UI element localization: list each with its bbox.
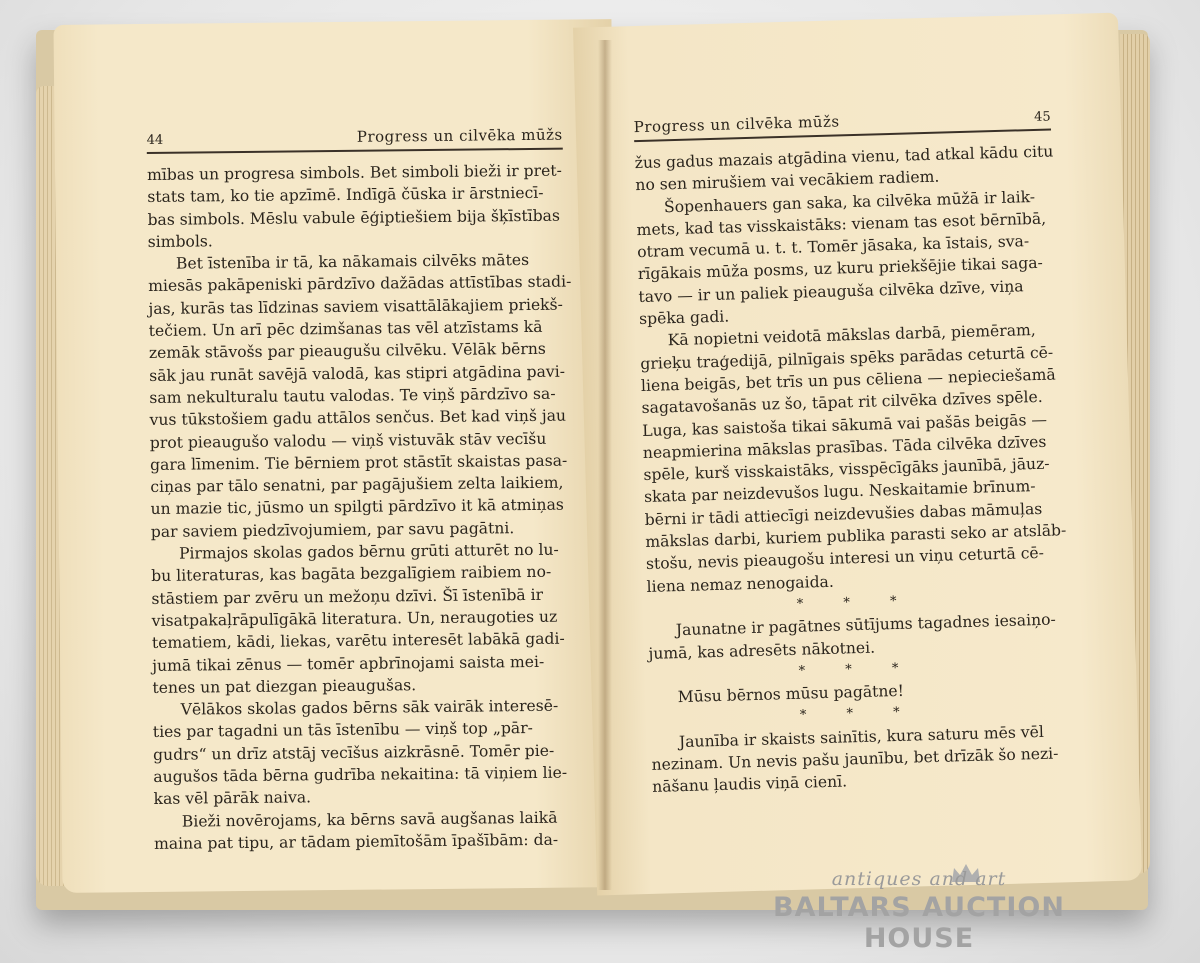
text-line: Mūsu bērnos mūsu pagātne! xyxy=(677,681,905,707)
text-line: stats tam, ko tie apzīmē. Indīgā čūska ir ārstniecī- xyxy=(147,184,544,207)
right-running-title: Progress un cilvēka mūžs xyxy=(633,112,840,137)
text-line: spēka gadi. xyxy=(638,307,730,329)
text-line: jumā, kas adresēts nākotnei. xyxy=(648,638,876,663)
right-page xyxy=(573,13,1142,896)
text-line: un mazie tic, jūsmo un spilgti pārdzīvo it kā atmiņas xyxy=(150,496,564,519)
watermark-brand: BALTARS AUCTION HOUSE xyxy=(773,892,1065,954)
text-line: mības un progresa simbols. Bet simboli bieži ir pret- xyxy=(146,161,562,184)
text-line: jas, kurās tas līdzinas saviem visattālākajiem priekš- xyxy=(148,295,563,318)
text-line: skata par neizdevušos lugu. Neskaitamie brīnum- xyxy=(643,477,1036,507)
text-line: jumā tikai zēnus — tomēr apbrīnojami saista mei- xyxy=(152,652,545,675)
text-line: visatpakaļrāpulīgākā literatura. Un, neraugoties uz xyxy=(151,607,558,630)
right-page-header xyxy=(633,94,1051,142)
text-line: liena nemaz nenogaida. xyxy=(646,572,835,596)
text-line: bu literaturas, kas bagāta bezgalīgiem raibiem no- xyxy=(151,563,552,586)
text-line: gudrs“ un drīz atstāj vecīšus aizkrāsnē. Tomēr pie- xyxy=(153,741,555,764)
text-line: bas simbols. Mēslu vabule ēģiptiešiem bija šķīstības xyxy=(147,206,561,229)
text-line: bērni ir tādi attiecīgi neizdevušies dabas māmuļas xyxy=(644,499,1043,529)
text-line: ties par tagadni un tās īstenību — viņš top „pār- xyxy=(152,719,533,742)
text-line: Kā nopietni veidotā mākslas darbā, piemēram, xyxy=(667,321,1036,350)
left-page xyxy=(53,19,620,893)
text-line: nāšanu ļaudis viņā cienī. xyxy=(651,772,848,797)
text-line: Pirmajos skolas gados bērnu grūti atturēt no lu- xyxy=(178,540,559,563)
text-line: nezinam. Un nevis pašu jaunību, bet drīzāk šo nezi- xyxy=(651,744,1059,774)
text-line: sam nekulturalu tautu valodas. Te viņš pārdzīvo sa- xyxy=(149,384,556,407)
text-line: žus gadus mazais atgādina vienu, tad atkal kādu citu xyxy=(634,142,1054,173)
left-page-header xyxy=(146,114,562,154)
text-line: mets, kad tas visskaistāks: vienam tas esot bērnībā, xyxy=(636,209,1047,239)
text-line: augušos tāda bērna gudrība nekaitina: tā viņiem lie- xyxy=(153,763,568,786)
text-line: maina pat tipu, ar tādam piemītošām īpašībām: da- xyxy=(153,830,559,853)
left-page-number: 44 xyxy=(146,132,164,148)
text-line: tavo — ir un paliek pieauguša cilvēka dzīve, viņa xyxy=(638,277,1024,306)
text-line: par saviem piedzīvojumiem, par savu pagātni. xyxy=(150,518,515,541)
book-gutter-shadow xyxy=(598,40,612,890)
text-line: Šopenhauers gan saka, ka cilvēka mūžā ir laik- xyxy=(663,187,1036,216)
text-line: grieķu traģedijā, pilnīgais spēks parādas ceturtā cē- xyxy=(640,343,1054,373)
section-separator: * * * xyxy=(796,593,915,612)
left-page-text xyxy=(147,160,570,856)
text-line: rīgākais mūža posms, uz kuru priekšējie tikai saga- xyxy=(637,254,1044,284)
text-line: liena beigās, bet trīs un pus cēliena — nepieciešamā xyxy=(640,365,1056,395)
text-line: sāk jau runāt savējā valodā, kas stipri atgādina pavi- xyxy=(149,362,566,385)
text-line: tečiem. Un arī pēc dzimšanas tas vēl atzīstams kā xyxy=(148,317,543,341)
text-line: kas vēl pārāk naiva. xyxy=(153,788,312,809)
text-line: miesās pakāpeniski pārdzīvo dažādas attīstības stadi- xyxy=(148,273,572,296)
text-line: Jaunība ir skaists sainītis, kura saturu mēs vēl xyxy=(678,722,1045,751)
right-page-text xyxy=(634,140,1069,798)
text-line: Jaunatne ir pagātnes sūtījums tagadnes iesaiņo- xyxy=(675,610,1057,640)
text-line: mākslas darbi, kuriem publika parasti seko ar atslāb- xyxy=(645,521,1067,552)
text-line: zemāk stāvošs par pieaugušu cilvēku. Vēlāk bērns xyxy=(148,340,546,363)
auction-watermark xyxy=(724,868,1114,954)
right-page-number: 45 xyxy=(1033,109,1051,125)
text-line: no sen mirušiem vai vecākiem radiem. xyxy=(635,167,940,195)
text-line: neapmierina mākslas prasības. Tāda cilvēka dzīves xyxy=(642,432,1047,462)
text-line: prot pieaugušo valodu — viņš vistuvāk stāv vecīšu xyxy=(149,429,547,452)
text-line: tematiem, kādi, liekas, varētu interesēt labākā gadi- xyxy=(151,629,565,653)
text-line: Luga, kas saistoša tikai sākumā vai pašās beigās — xyxy=(642,410,1048,440)
text-line: sagatavošanās uz šo, tāpat rit cilvēka dzīves spēle. xyxy=(641,388,1043,418)
left-running-title: Progress un cilvēka mūžs xyxy=(356,125,563,146)
text-line: Bieži novērojams, ka bērns savā augšanas laikā xyxy=(181,808,558,831)
text-line: gara līmenim. Tie bērniem prot stāstīt skaistas pasa- xyxy=(149,451,568,474)
text-line: spēle, kurš visskaistāks, visspēcīgāks jaunībā, jāuz- xyxy=(643,454,1050,485)
text-line: Vēlākos skolas gados bērns sāk vairāk interesē- xyxy=(180,696,559,719)
text-line: tenes un pat diezgan pieaugušas. xyxy=(152,676,417,697)
text-line: vus tūkstošiem gadu attālos senčus. Bet kad viņš jau xyxy=(149,406,567,430)
text-line: Bet īstenība ir tā, ka nākamais cilvēks mātes xyxy=(175,251,530,273)
text-line: ciņas par tālo senatni, par pagājušiem zelta laikiem, xyxy=(150,473,564,497)
watermark-tagline: antiques and art xyxy=(831,868,1007,890)
text-line: simbols. xyxy=(147,232,213,251)
section-separator: * * * xyxy=(798,660,917,679)
section-separator: * * * xyxy=(799,704,918,724)
text-line: stošu, nevis pieaugošu interesi un viņu ceturtā cē- xyxy=(645,544,1045,574)
text-line: otram vecumā u. t. t. Tomēr jāsaka, ka īstais, sva- xyxy=(637,232,1030,262)
text-line: stāstiem par zvēru un mežoņu dzīvi. Šī īstenībā ir xyxy=(151,585,544,608)
